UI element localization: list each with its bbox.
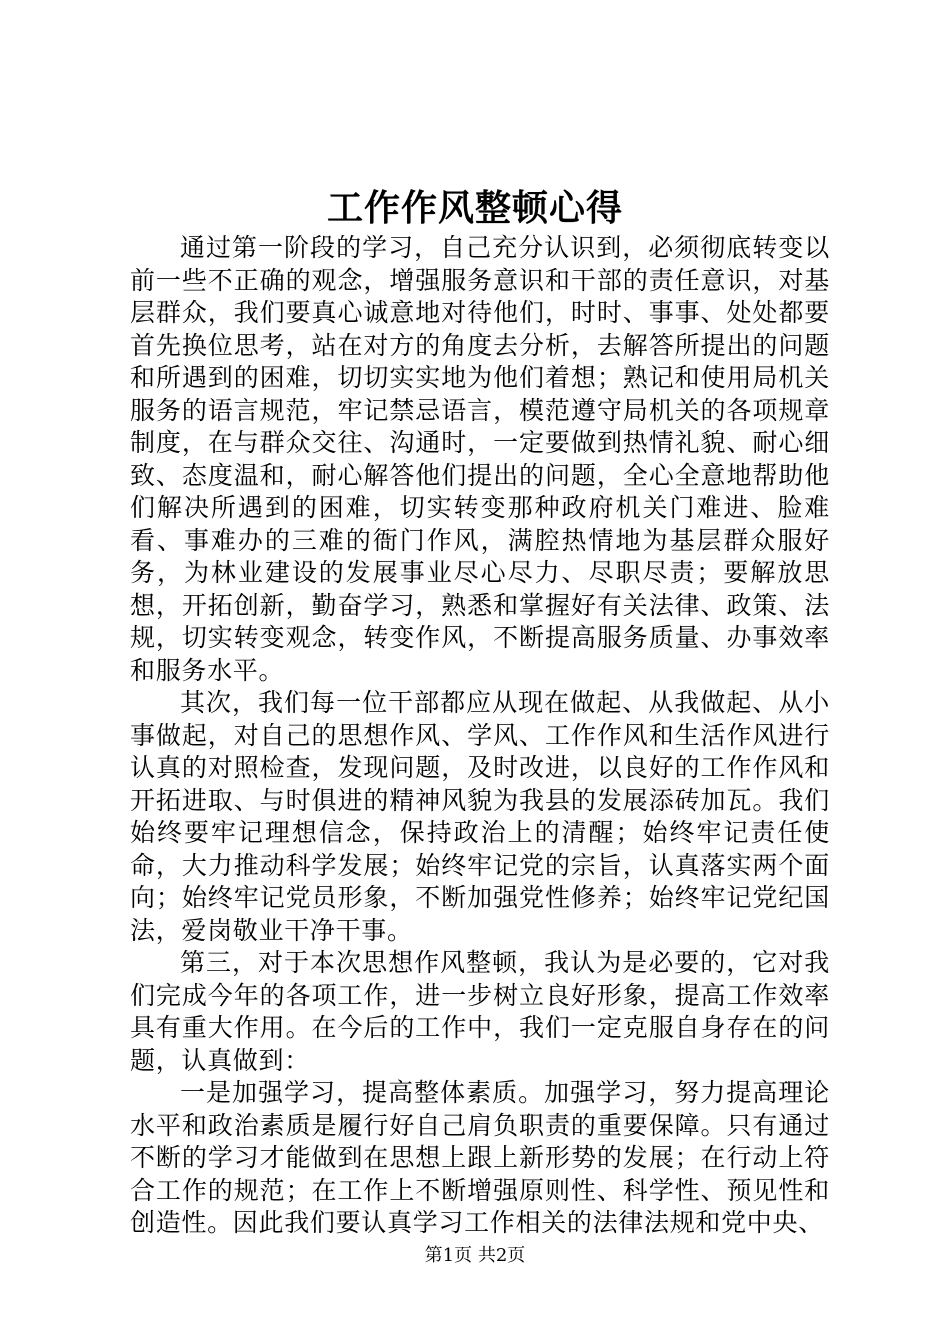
document-title: 工作作风整顿心得 bbox=[326, 187, 623, 229]
page-footer: 第1页 共2页 bbox=[424, 1245, 526, 1266]
paragraph-3: 第三，对于本次思想作风整顿，我认为是必要的，它对我们完成今年的各项工作，进一步树立良好形象，提高工作效率具有重大作用。在今后的工作中，我们一定克服自身存在的问题，认真做到： bbox=[130, 948, 830, 1075]
document-body bbox=[130, 232, 830, 1240]
paragraph-4: 一是加强学习，提高整体素质。加强学习，努力提高理论水平和政治素质是履行好自己肩负职责的重要保障。只有通过不断的学习才能做到在思想上跟上新形势的发展；在行动上符合工作的规范；在工作上不断增强原则性、科学性、预见性和创造性。因此我们要认真学习工作相关的法律法规和党中央、 bbox=[130, 1078, 830, 1237]
paragraph-2: 其次，我们每一位干部都应从现在做起、从我做起、从小事做起，对自己的思想作风、学风、工作作风和生活作风进行认真的对照检查，发现问题，及时改进，以良好的工作作风和开拓进取、与时俱进的精神风貌为我县的发展添砖加瓦。我们始终要牢记理想信念，保持政治上的清醒；始终牢记责任使命，大力推动科学发展；始终牢记党的宗旨，认真落实两个面向；始终牢记党员形象，不断加强党性修养；始终牢记党纪国法，爱岗敬业干净干事。 bbox=[130, 688, 830, 945]
paragraph-1: 通过第一阶段的学习，自己充分认识到，必须彻底转变以前一些不正确的观念，增强服务意识和干部的责任意识，对基层群众，我们要真心诚意地对待他们，时时、事事、处处都要首先换位思考，站在对方的角度去分析，去解答所提出的问题和所遇到的困难，切切实实地为他们着想；熟记和使用局机关服务的语言规范，牢记禁忌语言，模范遵守局机关的各项规章制度，在与群众交往、沟通时，一定要做到热情礼貌、耐心细致、态度温和，耐心解答他们提出的问题，全心全意地帮助他们解决所遇到的困难，切实转变那种政府机关门难进、脸难看、事难办的三难的衙门作风，满腔热情地为基层群众服好务，为林业建设的发展事业尽心尽力、尽职尽责；要解放思想，开拓创新，勤奋学习，熟悉和掌握好有关法律、政策、法规，切实转变观念，转变作风，不断提高服务质量、办事效率和服务水平。 bbox=[130, 233, 830, 685]
